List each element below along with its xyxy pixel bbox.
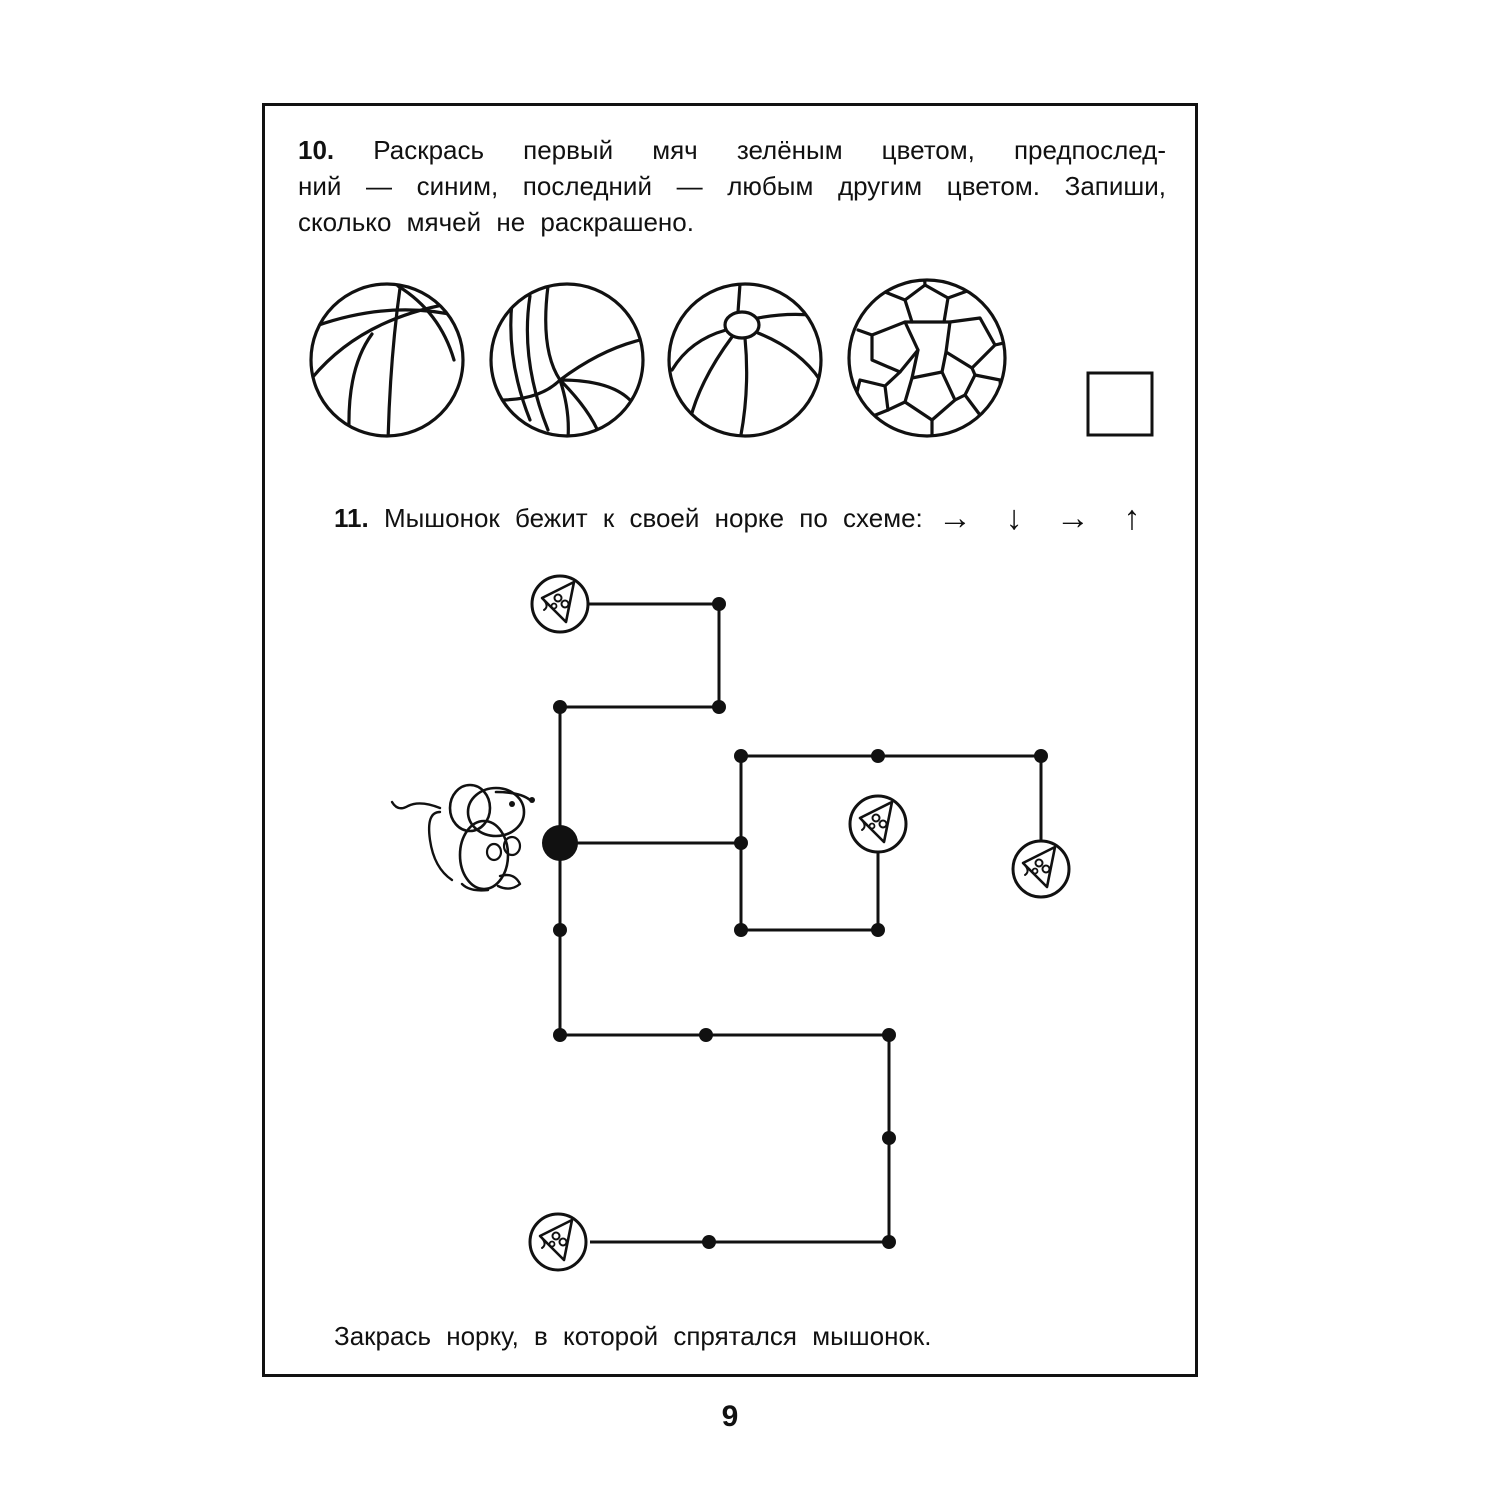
- basketball-icon: [311, 284, 463, 448]
- soccer-ball-icon: [849, 270, 1008, 440]
- task-11-question: Мышонок бежит к своей норке по схеме:: [383, 503, 923, 533]
- volleyball-icon: [491, 284, 643, 438]
- page-number: 9: [721, 1400, 739, 1433]
- beach-ball-icon: [669, 284, 821, 440]
- hole-2[interactable]: [849, 795, 907, 853]
- maze-paths: [560, 604, 1041, 1242]
- task-10-line3: сколько мячей не раскрашено.: [298, 207, 694, 237]
- task-11-instruction: Закрась норку, в которой спрятался мышонок.: [334, 1321, 932, 1351]
- arrow-scheme: → ↓ → ↑: [938, 499, 1149, 537]
- hole-1[interactable]: [531, 575, 589, 633]
- answer-box[interactable]: [1088, 373, 1152, 435]
- task-11-number: 11.: [334, 503, 369, 533]
- maze-nodes: [542, 597, 1048, 1249]
- hole-4[interactable]: [529, 1213, 587, 1271]
- hole-3[interactable]: [1012, 840, 1070, 898]
- task-10-line1: Раскрась первый мяч зелёным цветом, предпослед-: [373, 135, 1166, 165]
- task-10-number: 10.: [298, 135, 335, 165]
- task-10-line2: ний — синим, последний — любым другим цветом. Запиши,: [298, 171, 1166, 201]
- mouse-icon: [392, 785, 535, 890]
- start-node: [542, 825, 578, 861]
